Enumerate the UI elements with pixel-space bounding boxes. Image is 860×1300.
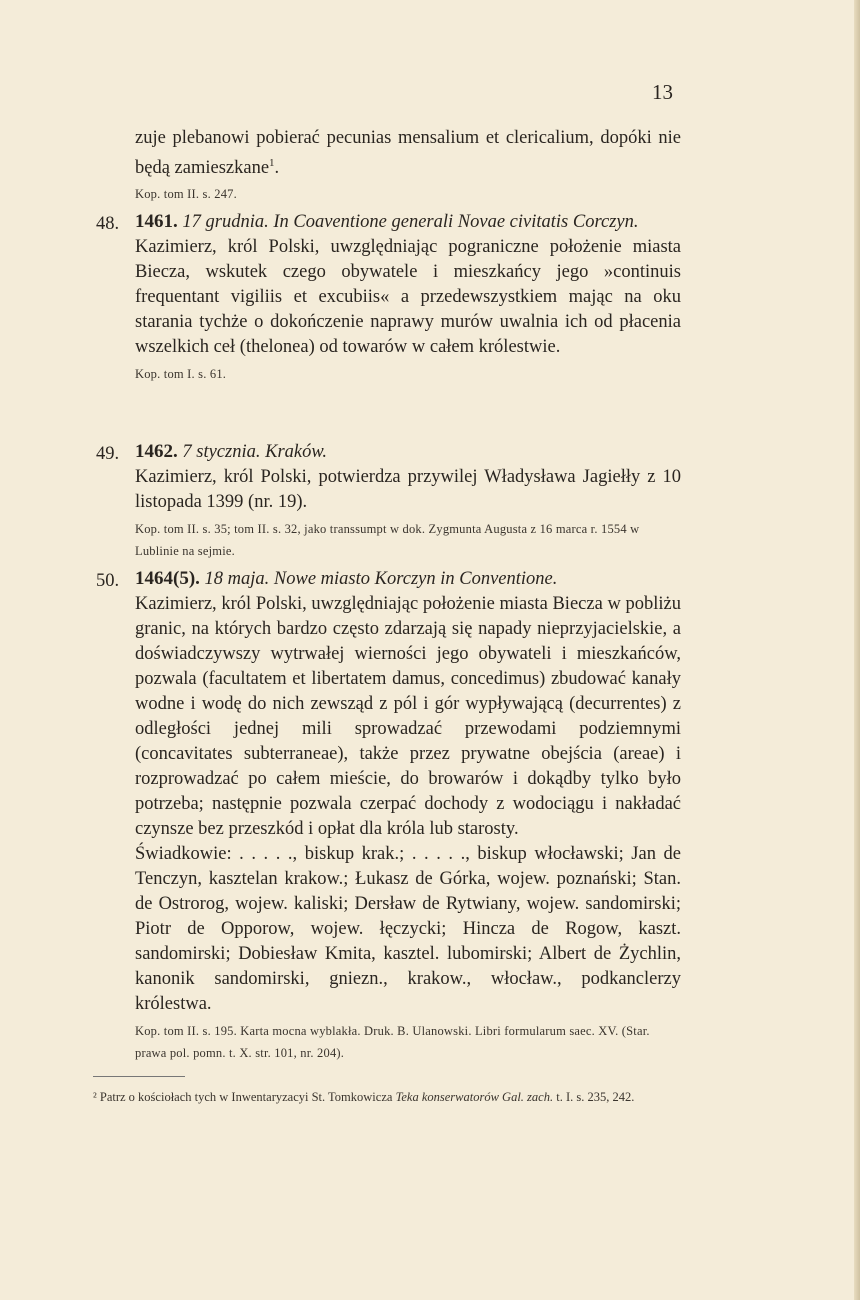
entry-reference: Kop. tom I. s. 61. [135,367,227,381]
entry-48 [135,209,681,385]
intro-text: zuje plebanowi pobierać pecunias mensalium et clericalium, dopóki nie będą zamieszkane [135,128,681,179]
entry-50 [135,566,681,1064]
entry-number-49: 49. [96,444,120,464]
entry-49 [135,439,681,562]
entry-reference: Kop. tom II. s. 195. Karta mocna wyblakła. Druk. B. Ulanowski. Libri formularum saec. XV. (Star. prawa pol. pomn. t. X. str. 101, nr. 204). [135,1024,650,1060]
entry-text: Kazimierz, król Polski, potwierdza przywilej Władysława Jagiełły z 10 listopada 1399 (nr. 19). [135,467,681,512]
footnote-tail: t. I. s. 235, 242. [556,1090,635,1104]
intro-paragraph: zuje plebanowi pobierać pecunias mensalium et clericalium, dopóki nie będą zamieszkane$^1$. Kop. tom II. s. 247. [135,126,681,205]
footnote-divider [93,1076,185,1077]
entry-text: Kazimierz, król Polski, uwzględniając położenie miasta Biecza w pobliżu granic, na których bardzo często zdarzają się napady nieprzyjacielskie, a doświadczywszy wytrwałej wierności jego obywateli i mieszkańców, pozwala (facultatem et libertatem damus, concedimus) zbudować kanały wodne i wodę do nich zewsząd z pól i gór wypływającą (decurrentes) z odległości jednej mili sprowadzać przewodami podziemnymi (concavitates subterraneae), także przez prywatne obejścia (areae) i rozprowadzać po całem mieście, do browarów i dokądby tylko było potrzeba; następnie pozwala czerpać dochody z wodociągu i nakładać czynsze bez przeszkód i opłat dla króla lub starosty. [135,594,681,839]
entry-number-50: 50. [96,571,120,591]
entry-year: 1462. [135,441,178,462]
entry-date-place: 17 grudnia. In Coaventione generali Novae civitatis Corczyn. [182,212,639,232]
entry-heading [135,566,681,592]
entry-year: 1464(5). [135,568,200,589]
entry-reference: Kop. tom II. s. 35; tom II. s. 32, jako transsumpt w dok. Zygmunta Augusta z 16 marca r. 1554 w Lublinie na sejmie. [135,522,640,558]
entry-witnesses: Świadkowie: . . . . ., biskup krak.; . . . . ., biskup włocławski; Jan de Tenczyn, kasztelan krakow.; Łukasz de Górka, wojew. poznański; Stan. de Ostrorog, wojew. kaliski; Dersław de Rytwiany, wojew. sandomirski; Piotr de Opporow, wojew. łęczycki; Hincza de Rogow, kaszt. sandomirski; Dobiesław Kmita, kasztel. lubomirski; Albert de Żychlin, kanonik sandomirski, gniezn., krakow., włocław., podkanclerzy królestwa. [135,844,681,1014]
page-number: 13 [652,80,673,104]
entry-number-48: 48. [96,214,120,234]
footnote-title: Teka konserwatorów Gal. zach. [395,1090,554,1104]
entry-heading [135,209,681,235]
entry-text: Kazimierz, król Polski, uwzględniając pograniczne położenie miasta Biecza, wskutek czego obywatele i mieszkańcy jego »continuis frequentant vigiliis et excubiis« a przedewszystkiem mając na oku starania tychże o dokończenie naprawy murów uwalnia ich od płacenia wszelkich ceł (thelonea) od towarów w całem królestwie. [135,237,681,357]
entry-heading [135,439,681,465]
entry-year: 1461. [135,211,178,232]
footnote-marker: 1 [269,157,275,169]
entry-date-place: 18 maja. Nowe miasto Korczyn in Conventione. [204,569,558,589]
footnote [93,1086,687,1108]
page-edge [854,0,860,1300]
footnote-text: ² Patrz o kościołach tych w Inwentaryzacyi St. Tomkowicza [93,1090,393,1104]
intro-reference: Kop. tom II. s. 247. [135,187,237,202]
entry-date-place: 7 stycznia. Kraków. [182,442,327,462]
